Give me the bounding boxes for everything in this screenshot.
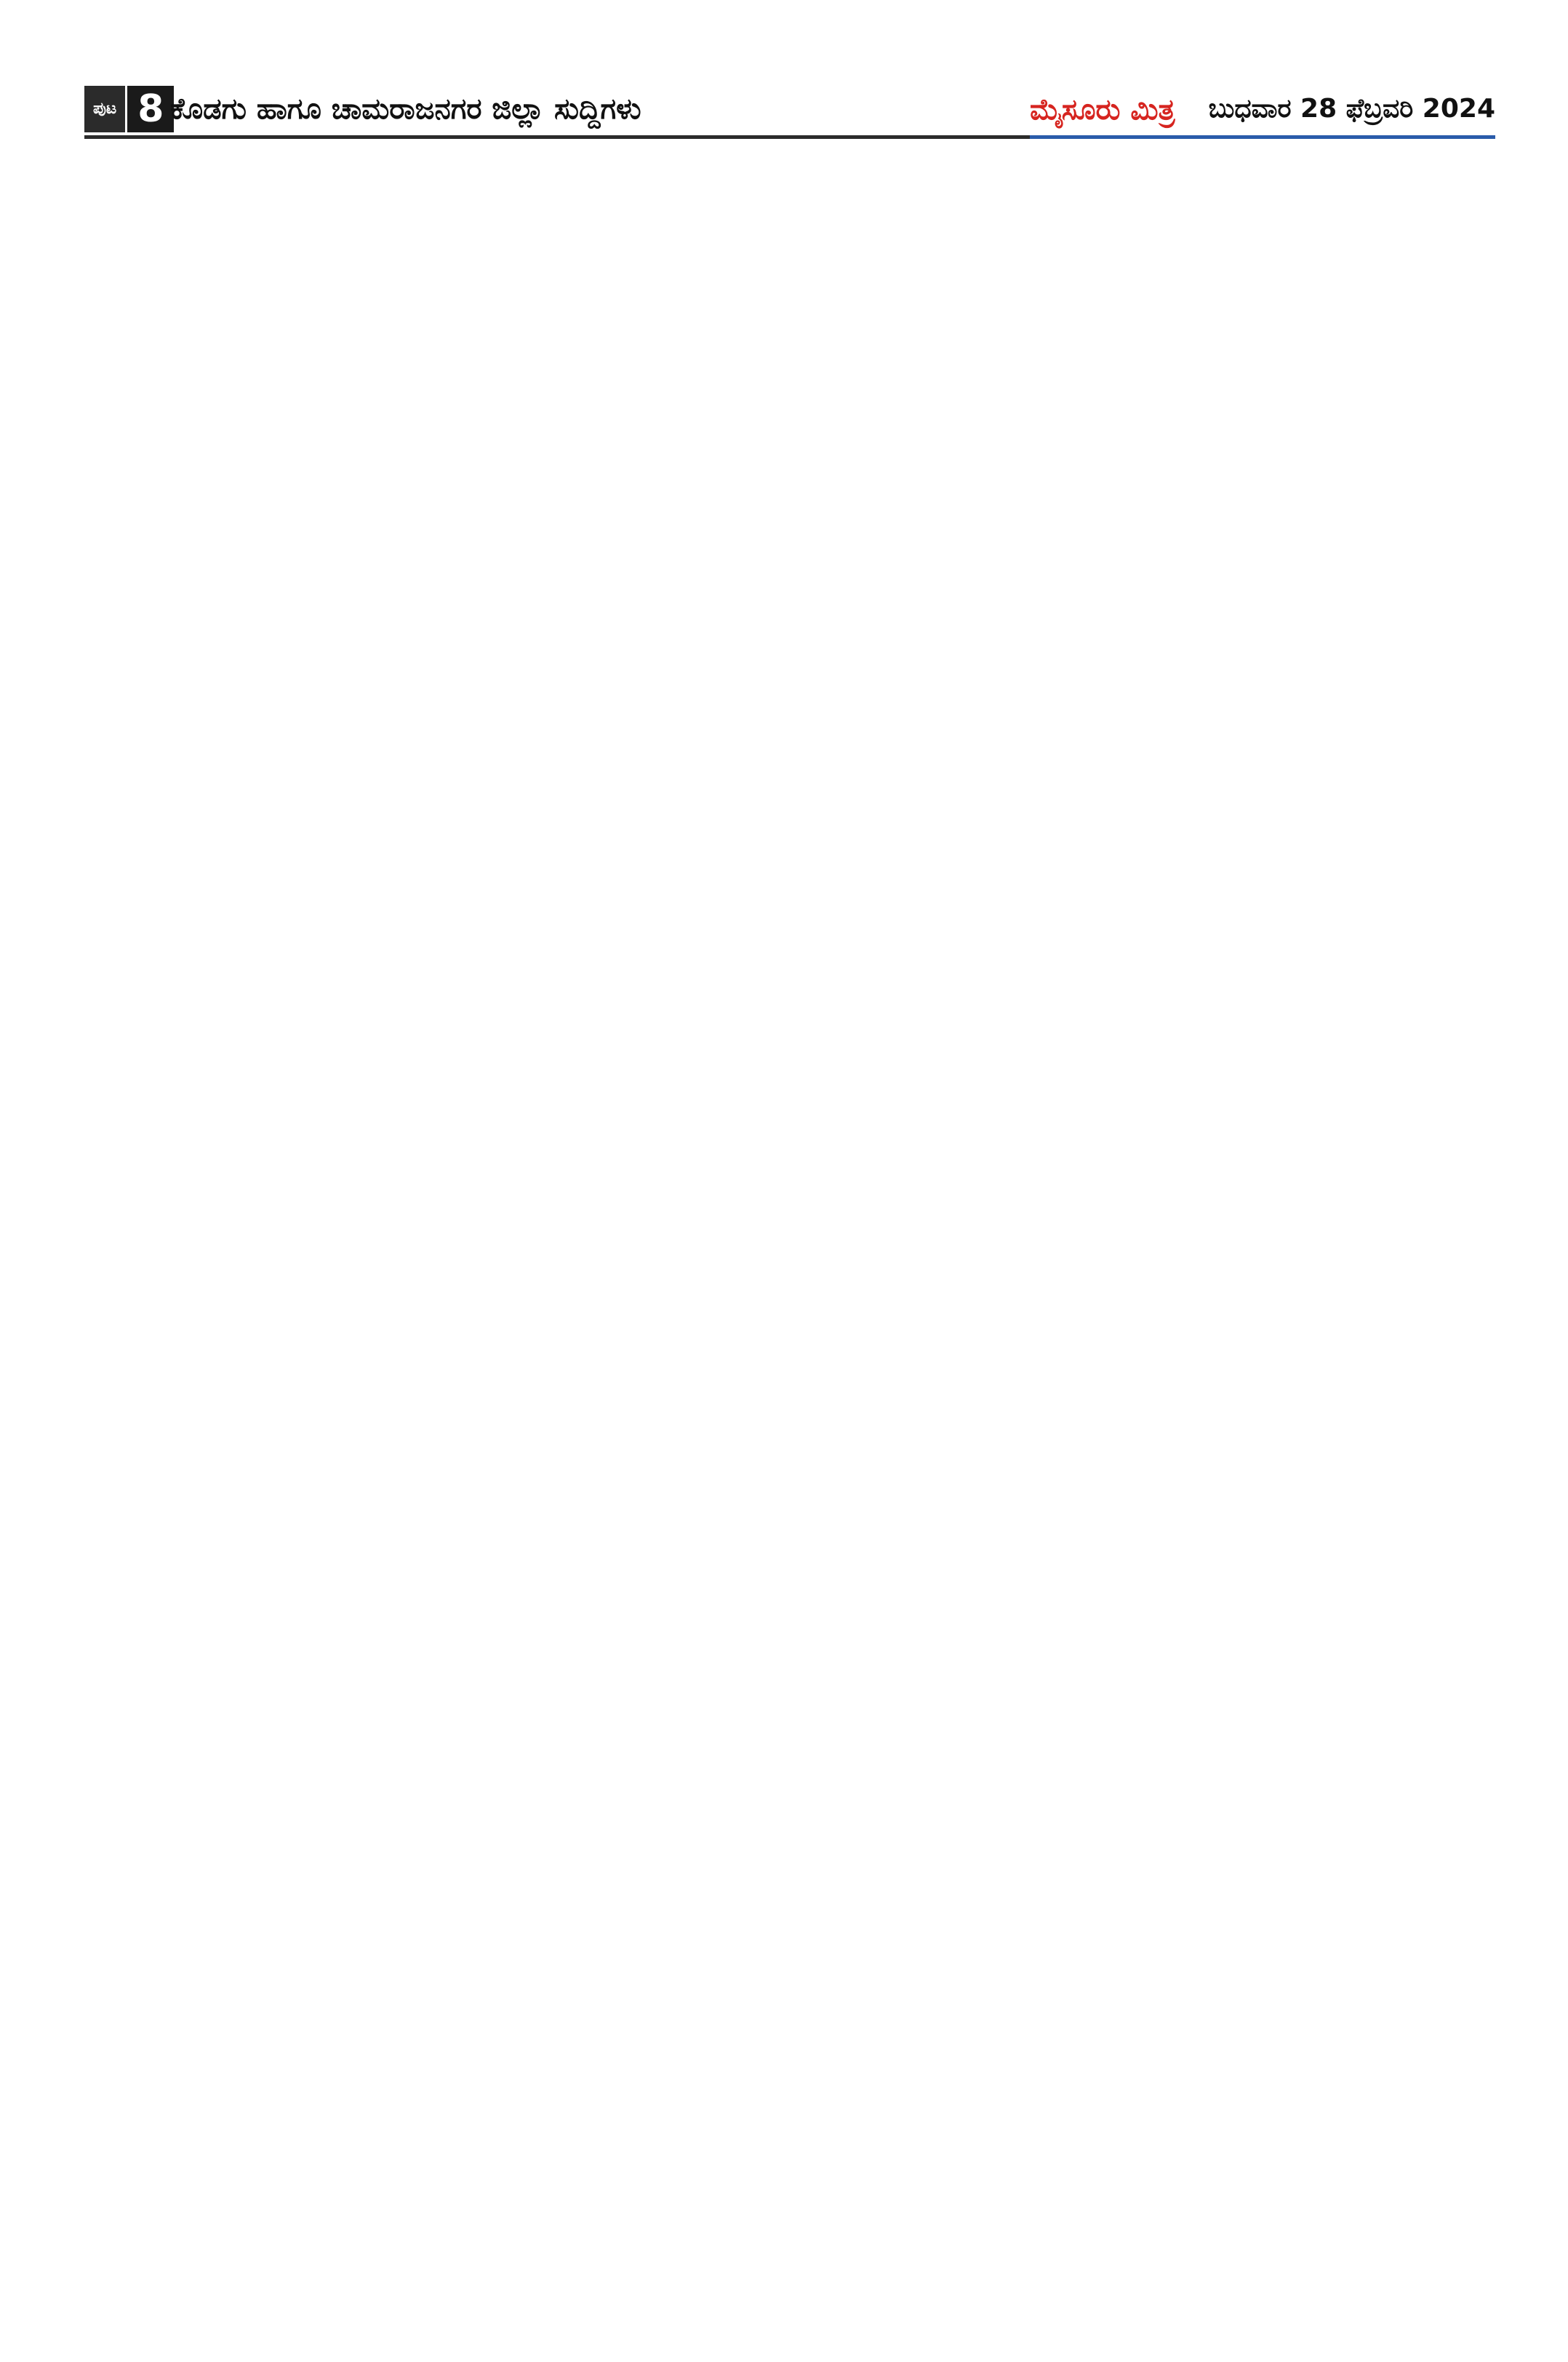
- publication-date: ಬುಧವಾರ 28 ಫೆಬ್ರವರಿ 2024: [1208, 94, 1495, 124]
- page-word: ಪುಟ: [84, 86, 125, 132]
- page-header: [84, 86, 1495, 137]
- header-rule: [84, 135, 1495, 139]
- masthead: ಮೈಸೂರು ಮಿತ್ರ: [1030, 92, 1175, 127]
- header-rule-left: [84, 135, 1030, 139]
- page-number: 8: [125, 86, 174, 132]
- page-marker: [84, 86, 174, 132]
- header-rule-right: [1030, 135, 1495, 139]
- section-title: ಕೊಡಗು ಹಾಗೂ ಚಾಮರಾಜನಗರ ಜಿಲ್ಲಾ ಸುದ್ದಿಗಳು: [170, 92, 641, 126]
